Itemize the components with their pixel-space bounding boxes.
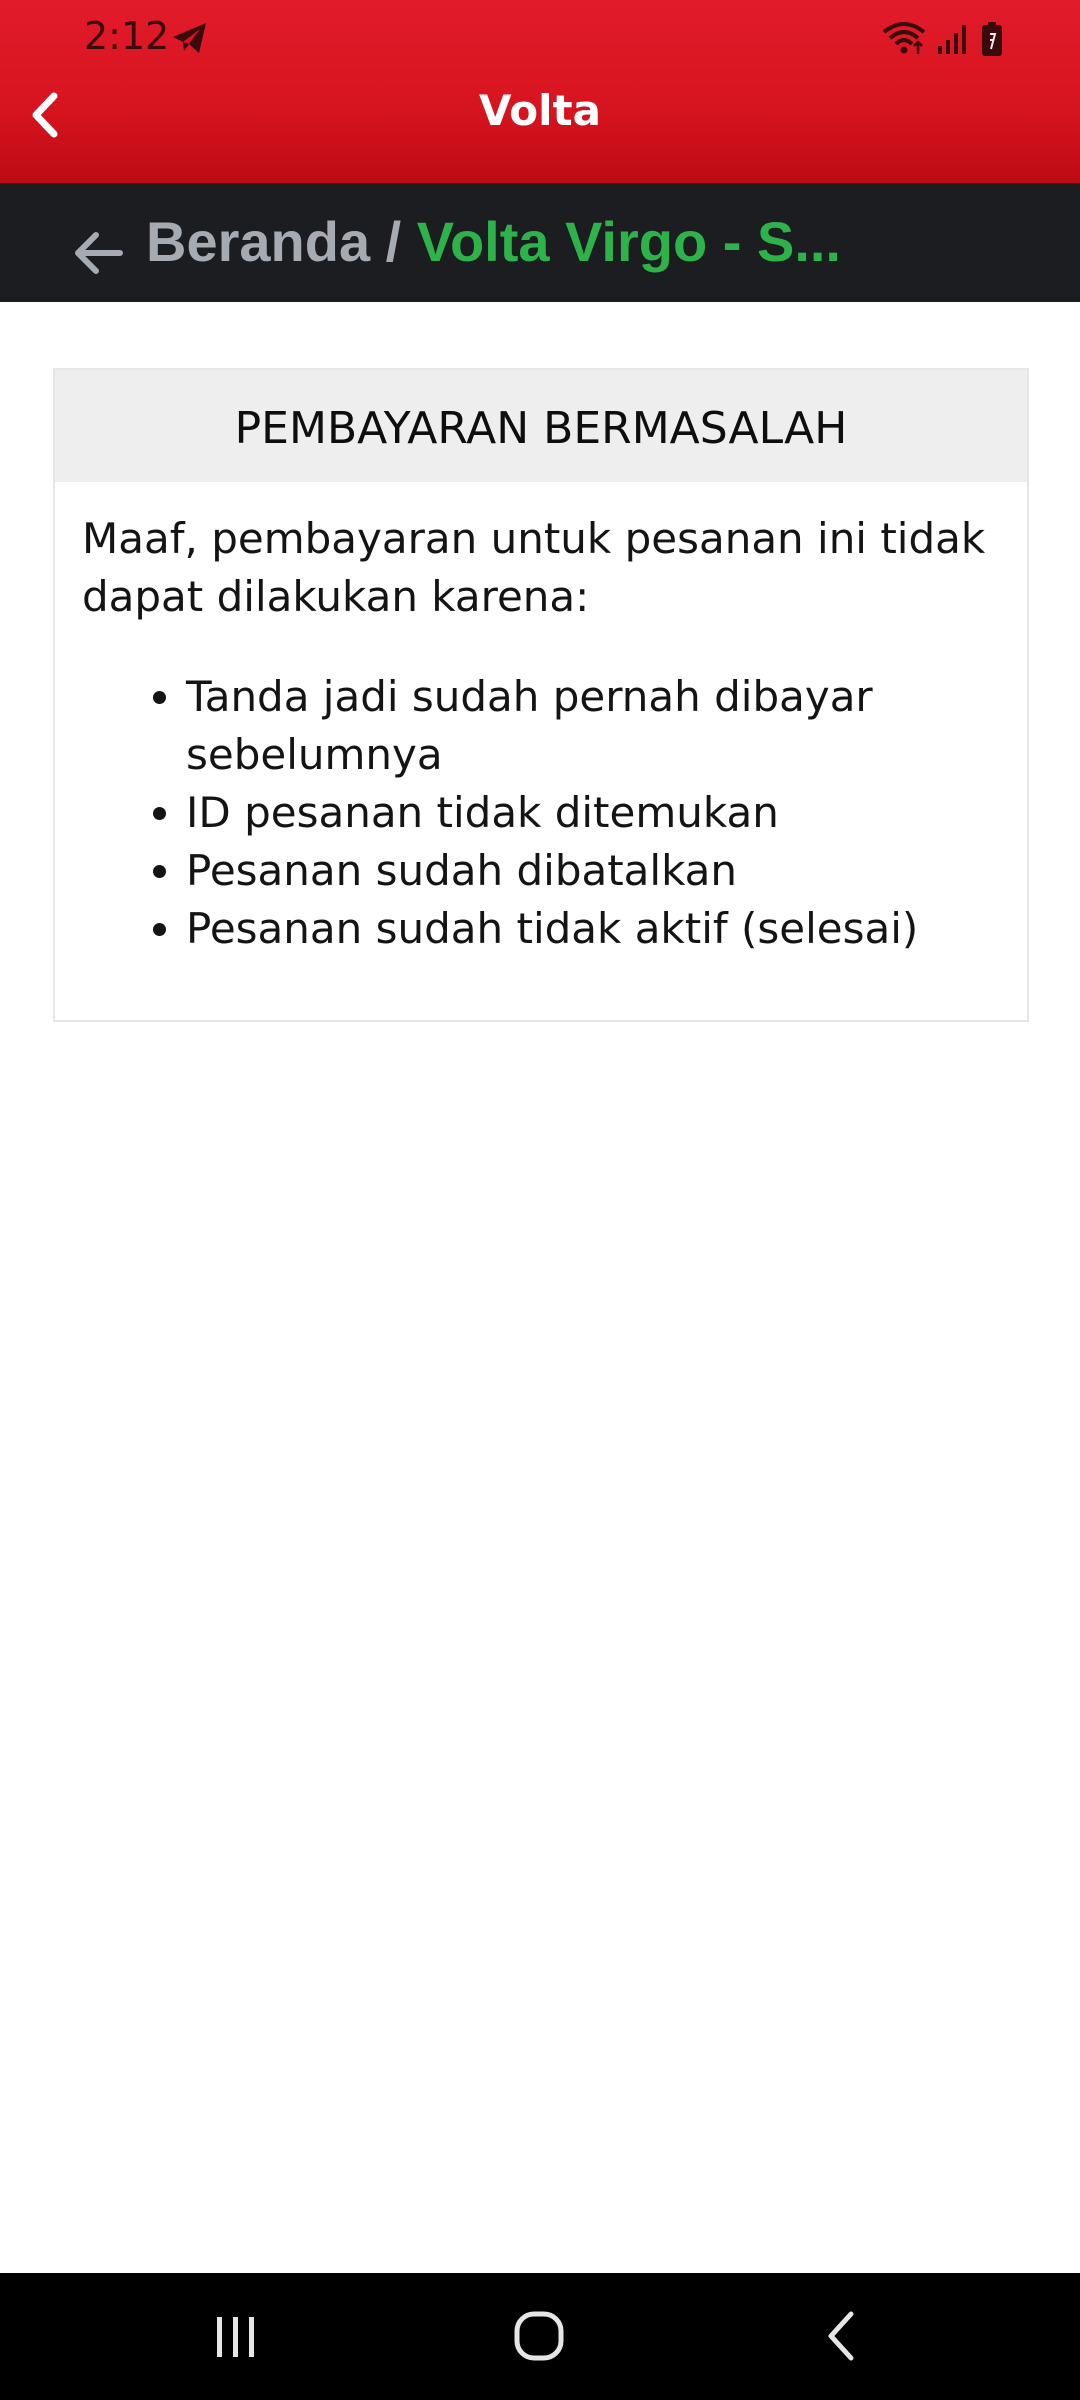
list-item: • Pesanan sudah dibatalkan	[186, 842, 999, 900]
reason-list	[82, 668, 999, 958]
wifi-icon	[882, 22, 926, 56]
recents-icon	[211, 2311, 261, 2361]
breadcrumb	[0, 183, 1080, 302]
home-icon	[511, 2308, 567, 2364]
list-item: • Tanda jadi sudah pernah dibayar sebelumnya	[186, 668, 999, 784]
breadcrumb-path	[146, 209, 841, 274]
arrow-left-icon[interactable]	[70, 225, 126, 281]
app-title: Volta	[479, 86, 601, 135]
payment-problem-card	[53, 368, 1029, 1022]
back-icon	[817, 2308, 867, 2364]
status-icons	[882, 20, 1004, 58]
recents-button[interactable]	[201, 2303, 271, 2369]
card-header	[55, 370, 1027, 482]
card-message: Maaf, pembayaran untuk pesanan ini tidak dapat dilakukan karena:	[82, 514, 986, 621]
card-body	[55, 482, 1027, 958]
breadcrumb-separator: /	[370, 210, 417, 273]
app-header	[0, 0, 1080, 183]
list-item: • ID pesanan tidak ditemukan	[186, 784, 999, 842]
signal-icon	[936, 22, 970, 56]
system-nav-bar	[0, 2273, 1080, 2400]
telegram-icon	[170, 18, 210, 58]
breadcrumb-current: Volta Virgo - S...	[416, 210, 841, 273]
home-button[interactable]	[504, 2303, 574, 2369]
breadcrumb-home-link[interactable]: Beranda	[146, 210, 371, 273]
back-button[interactable]	[807, 2303, 877, 2369]
list-item: • Pesanan sudah tidak aktif (selesai)	[186, 900, 999, 958]
status-time: 2:12	[84, 14, 170, 58]
battery-icon	[980, 21, 1004, 57]
card-title: PEMBAYARAN BERMASALAH	[234, 402, 848, 454]
